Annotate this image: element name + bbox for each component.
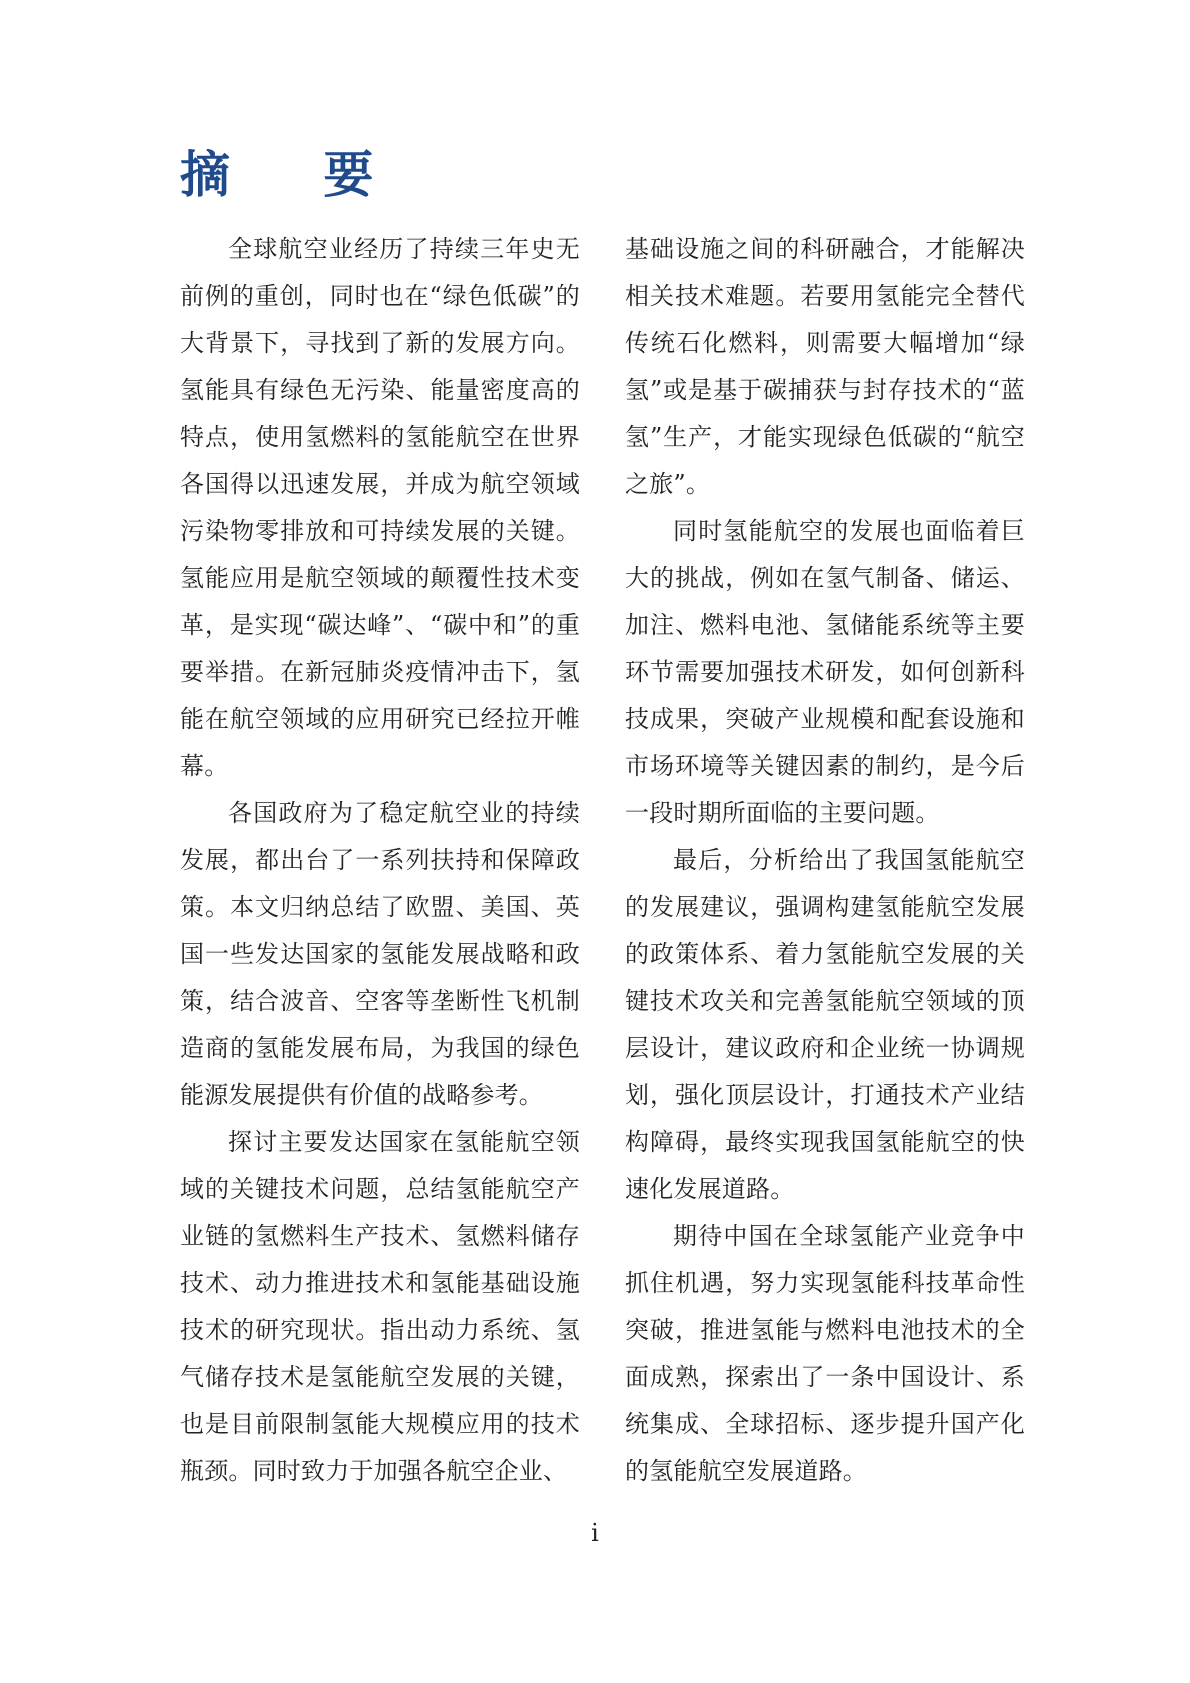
paragraph-outlook: 期待中国在全球氢能产业竞争中抓住机遇，努力实现氢能科技革命性突破，推进氢能与燃料电池技术的全面成熟，探索出了一条中国设计、系统集成、全球招标、逐步提升国产化的氢能航空发展道路。 (625, 1222, 1025, 1485)
page-number: i (591, 1519, 599, 1547)
paragraph-recommendations: 最后，分析给出了我国氢能航空的发展建议，强调构建氢能航空发展的政策体系、着力氢能航空发展的关键技术攻关和完善氢能航空领域的顶层设计，建议政府和企业统一协调规划，强化顶层设计，打通技术产业结构障碍，最终实现我国氢能航空的快速化发展道路。 (625, 846, 1025, 1203)
paragraph-technology-continued: 基础设施之间的科研融合，才能解决相关技术难题。若要用氢能完全替代传统石化燃料，则需要大幅增加“绿氢”或是基于碳捕获与封存技术的“蓝氢”生产，才能实现绿色低碳的“航空之旅”。 (625, 235, 1025, 498)
left-column (180, 226, 580, 1495)
paragraph-technology: 探讨主要发达国家在氢能航空领域的关键技术问题，总结氢能航空产业链的氢燃料生产技术、氢燃料储存技术、动力推进技术和氢能基础设施技术的研究现状。指出动力系统、氢气储存技术是氢能航空发展的关键，也是目前限制氢能大规模应用的技术瓶颈。同时致力于加强各航空企业、 (180, 1128, 580, 1485)
paragraph-policy: 各国政府为了稳定航空业的持续发展，都出台了一系列扶持和保障政策。本文归纳总结了欧盟、美国、英国一些发达国家的氢能发展战略和政策，结合波音、空客等垄断性飞机制造商的氢能发展布局，为我国的绿色能源发展提供有价值的战略参考。 (180, 799, 580, 1109)
abstract-body (180, 226, 1025, 1495)
right-column (625, 226, 1025, 1495)
paragraph-challenges: 同时氢能航空的发展也面临着巨大的挑战，例如在氢气制备、储运、加注、燃料电池、氢储能系统等主要环节需要加强技术研发，如何创新科技成果，突破产业规模和配套设施和市场环境等关键因素的制约，是今后一段时期所面临的主要问题。 (625, 517, 1025, 827)
page-title: 摘 要 (180, 145, 412, 204)
paragraph-intro: 全球航空业经历了持续三年史无前例的重创，同时也在“绿色低碳”的大背景下，寻找到了新的发展方向。氢能具有绿色无污染、能量密度高的特点，使用氢燃料的氢能航空在世界各国得以迅速发展，并成为航空领域污染物零排放和可持续发展的关键。氢能应用是航空领域的颠覆性技术变革，是实现“碳达峰”、“碳中和”的重要举措。在新冠肺炎疫情冲击下，氢能在航空领域的应用研究已经拉开帷幕。 (180, 235, 580, 780)
